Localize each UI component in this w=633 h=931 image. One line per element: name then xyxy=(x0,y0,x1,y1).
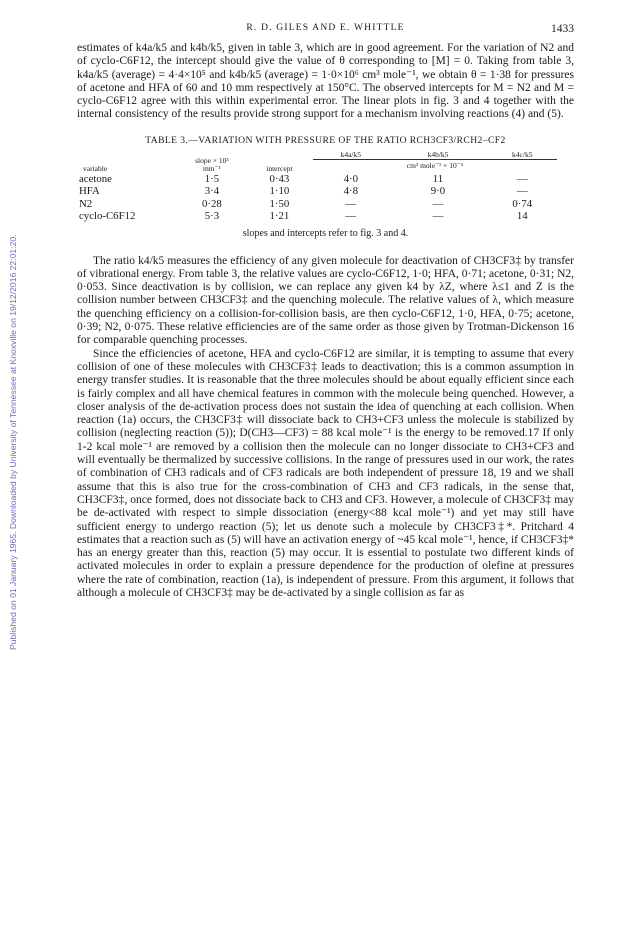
column-header-k4b: k4b/k5 xyxy=(427,150,449,160)
table-cell: — xyxy=(432,209,444,222)
download-watermark xyxy=(2,90,18,650)
running-header xyxy=(77,23,574,39)
data-table xyxy=(79,151,557,222)
running-header-authors: R. D. GILES AND E. WHITTLE xyxy=(246,23,405,33)
table-cell: acetone xyxy=(79,173,112,186)
column-header-variable: variable xyxy=(83,164,108,174)
table-cell: — xyxy=(345,197,357,210)
table-cell: 9·0 xyxy=(430,185,446,198)
body-paragraph: Since the efficiencies of acetone, HFA and cyclo-C6F12 are similar, it is tempting to assume that every collision of one of these molecules with CH3CF3‡ leads to deactivation; this is a common assumption in energy transfer studies. It is reasonable that the three molecules should be about equally efficient since each is fairly complex and all have chemical features in common with the molecule being quenched. However, a closer analysis of the de-activation process does not sustain the idea of quenching at each collision. When reaction (1a) occurs, the CH3CF3‡ will dissociate back to CH3+CF3 unless the molecule is stabilized by collision (neglecting reaction (5)); D(CH3—CF3) = 88 kcal mole⁻¹ is the energy to be removed.17 If only 1-2 kcal mole⁻¹ are removed by a collision then the molecule can no longer dissociate to CH3+CF3 and will eventually be thermalized by successive collisions. In the range of pressures used in our work, the rates of combination of CH3 radicals and of CF3 radicals are both independent of pressure 18, 19 and we shall assume that this is also true for the cross-combination of CH3 and CF3 radicals, in the sense that, CH3CF3‡, once formed, does not dissociate back to CH3 and CF3. However, a molecule of CH3CF3‡ may be de-activated with respect to simple dissociation (energy<88 kcal mole⁻¹) and yet may still have sufficient energy to undergo reaction (5); let us denote such a molecule by CH3CF3‡*. Pritchard 4 estimates that a reaction such as (5) will have an activation energy of ~45 kcal mole⁻¹, hence, if CH3CF3‡* has an energy greater than this, reaction (5) may occur. It is essential to postulate two different kinds of activated molecules in order to explain a pressure dependence for the production of olefine at pressures where the rate of combination, reaction (1a), is independent of pressure. From this argument, it follows that although a molecule of CH3CF3‡ may be de-activated by a single collision as far as xyxy=(77,347,574,599)
column-header-k4a: k4a/k5 xyxy=(340,150,361,160)
body-paragraph: estimates of k4a/k5 and k4b/k5, given in table 3, which are in good agreement. For the variation of N2 and of cyclo-C6F12, the intercept should give the value of θ corresponding to [M] = 0. Taking from table 3, k4a/k5 (average) = 4·4×10⁵ and k4b/k5 (average) = 1·0×10⁶ cm³ mole⁻¹, we obtain θ = 1·38 for pressures of acetone and HFA of 60 and 10 mm respectively at 150°C. The observed intercepts for M = N2 and M = cyclo-C6F12 agree with this within experimental error. The linear plots in fig. 3 and 4 together with the internal consistency of the results provide strong support for a mechanism involving reactions (4) and (5). xyxy=(77,42,574,121)
table-cell: cyclo-C6F12 xyxy=(79,209,136,222)
table-cell: 3·4 xyxy=(204,185,220,198)
table-3 xyxy=(77,134,574,241)
table-cell: 1·10 xyxy=(269,185,290,198)
table-row xyxy=(79,210,557,222)
table-note: slopes and intercepts refer to fig. 3 and 4. xyxy=(242,228,409,240)
article-body xyxy=(77,42,574,600)
table-caption: TABLE 3.—VARIATION WITH PRESSURE OF THE RATIO RCH3CF3/RCH2–CF2 xyxy=(145,134,506,146)
table-cell: 11 xyxy=(432,173,444,186)
table-cell: HFA xyxy=(79,185,100,198)
table-cell: 1·50 xyxy=(269,197,290,210)
column-header-intercept: intercept xyxy=(266,164,293,174)
body-paragraph: The ratio k4/k5 measures the efficiency of any given molecule for deactivation of CH3CF3‡ by transfer of vibrational energy. From table 3, the relative values are cyclo-C6F12, 1·0; HFA, 0·71; acetone, 0·31; N2, 0·053. Since deactivation is by collision, we can replace any given k4 by λZ, where λ≤1 and Z is the collision number between CH3CF3‡ and the quenching molecule. The relative values of λ, which measure the quenching efficiency on a collision-for-collision basis, are then cyclo-C6F12, 1·0, HFA, 0·75; acetone, 0·39; N2, 0·075. These relative efficiencies are of the same order as those given by Trotman-Dickenson 16 for comparable quenching processes. xyxy=(77,254,574,347)
column-header-units: cm³ mole⁻¹ × 10⁻⁵ xyxy=(313,160,557,174)
column-header-slope: slope × 10³ mm⁻¹ xyxy=(195,156,229,174)
table-cell: 0·43 xyxy=(269,173,290,186)
table-cell: — xyxy=(516,185,528,198)
table-cell: — xyxy=(345,209,357,222)
table-row xyxy=(79,173,557,185)
download-watermark-text: Published on 01 January 1965. Downloaded by University of Tennessee at Knoxville on 19/12/2016 22:01:20. xyxy=(8,234,18,650)
table-row xyxy=(79,185,557,197)
table-cell: 14 xyxy=(516,209,528,222)
column-header-slope-unit: mm⁻¹ xyxy=(202,164,221,174)
table-cell: 1·5 xyxy=(204,173,220,186)
table-cell: N2 xyxy=(79,197,93,210)
table-cell: 4·0 xyxy=(343,173,358,186)
table-cell: 4·8 xyxy=(343,185,358,198)
table-cell: — xyxy=(516,173,528,186)
table-cell: — xyxy=(432,197,444,210)
table-cell: 1·21 xyxy=(269,209,290,222)
table-row xyxy=(79,198,557,210)
table-cell: 5·3 xyxy=(204,209,220,222)
column-header-k4c: k4c/k5 xyxy=(512,150,533,160)
page-number: 1433 xyxy=(551,23,574,35)
table-cell: 0·28 xyxy=(202,197,222,210)
table-cell: 0·74 xyxy=(512,197,533,210)
